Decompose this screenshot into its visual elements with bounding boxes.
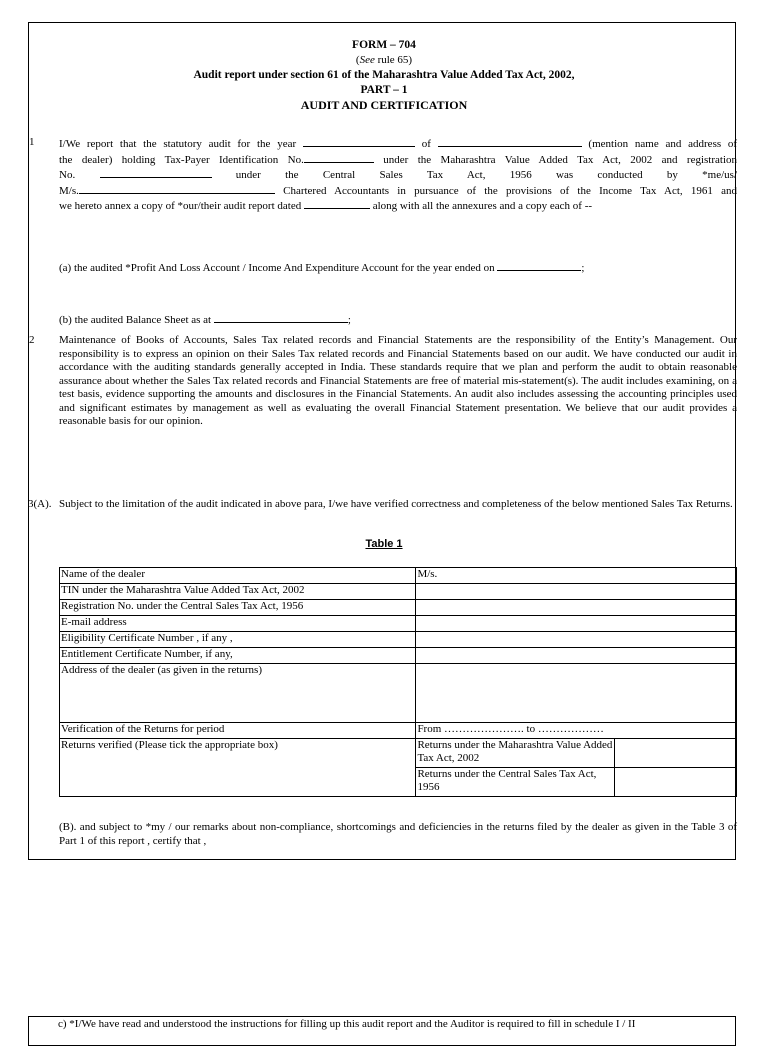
part-heading: PART – 1 [360,84,408,96]
auditor-firm-blank[interactable] [79,183,275,194]
form-number: FORM – 704 [352,39,416,51]
table-row [60,723,737,739]
para-2-number: 2 [29,334,35,346]
para-1-line-5: we hereto annex a copy of *our/their audit report dated along with all the annexures and a copy each of -- [59,200,593,212]
item-b: (b) the audited Balance Sheet as at ; [59,314,351,326]
row-label: Returns verified (Please tick the appropriate box) [60,739,416,797]
form-header [0,38,768,113]
table-row [60,600,737,616]
row-label: Entitlement Certificate Number, if any, [60,648,416,664]
row-value[interactable] [416,648,737,664]
returns-cst-label: Returns under the Central Sales Tax Act, 1956 [416,768,615,797]
table-row [60,616,737,632]
table-row [60,739,737,768]
para-1 [59,136,737,214]
table-1 [59,567,737,797]
row-value[interactable] [416,584,737,600]
balance-sheet-date-blank[interactable] [214,312,348,323]
report-date-blank[interactable] [304,198,370,209]
year-blank[interactable] [303,136,415,147]
para-1-line-1: I/We report that the statutory audit for the year of (mention name and address of [59,138,738,150]
para-1-line-2: the dealer) holding Tax-Payer Identification No. under the Maharashtra Value Added Tax Act, 2002 and registration [59,153,737,166]
para-3a-text: Subject to the limitation of the audit indicated in above para, I/we have verified correctness and completeness of the below mentioned Sales Tax Returns. [59,498,733,510]
tin-blank[interactable] [304,152,374,163]
para-3a-number: 3(A). [28,498,52,510]
row-label: Address of the dealer (as given in the returns) [60,664,416,723]
para-2-text: Maintenance of Books of Accounts, Sales Tax related records and Financial Statements are the responsibility of the Entity’s Management. Our responsibility is to express an opinion on their Sales Tax related records and Financial Statements based on our audit. We have conducted our audit in accordance with the auditing standards generally accepted in India. These standards require that we plan and perform the audit to obtain reasonable assurance about whether the Sales Tax related records and Financial Statements are free of material mis-statement(s). The audit includes examining, on a test basis, evidence supporting the amounts and disclosures in the Financial Statements. An audit also includes assessing the accounting principles used and significant estimates by management as well as evaluating the overall Financial Statement presentation. We believe that our audit provides a reasonable basis for our opinion. [59,334,737,427]
registration-no-blank[interactable] [100,167,212,178]
para-3b-text: (B). and subject to *my / our remarks about non-compliance, shortcomings and deficiencies in the returns filed by the dealer as given in the Table 3 of Part 1 of this report , certify that , [59,821,737,847]
rule-reference: (See rule 65) [355,54,413,66]
para-1-number: 1 [29,136,35,148]
next-page-partial-text: c) *I/We have read and understood the instructions for filling up this audit report and the Auditor is required to fill in schedule I / II [58,1018,636,1030]
table-row [60,648,737,664]
returns-mvat-label: Returns under the Maharashtra Value Added Tax Act, 2002 [416,739,615,768]
row-value[interactable] [416,664,737,723]
table-row [60,584,737,600]
year-ended-blank[interactable] [497,260,581,271]
item-a: (a) the audited *Profit And Loss Account / Income And Expenditure Account for the year ended on ; [59,262,585,274]
para-1-line-3: No. under the Central Sales Tax Act, 1956 was conducted by *me/us/ [59,169,738,181]
table-row [60,568,737,584]
row-label: Registration No. under the Central Sales Tax Act, 1956 [60,600,416,616]
row-value[interactable] [416,616,737,632]
table-row [60,632,737,648]
row-value[interactable]: M/s. [416,568,737,584]
row-value[interactable] [416,600,737,616]
period-value[interactable]: From …………………. to ……………… [416,723,737,739]
row-label: TIN under the Maharashtra Value Added Tax Act, 2002 [60,584,416,600]
table-1-title: Table 1 [365,538,403,550]
dealer-name-blank[interactable] [438,136,582,147]
para-1-line-4: M/s. Chartered Accountants in pursuance of the provisions of the Income Tax Act, 1961 and [59,184,737,197]
row-label: E-mail address [60,616,416,632]
row-label: Verification of the Returns for period [60,723,416,739]
form-title: Audit report under section 61 of the Maharashtra Value Added Tax Act, 2002, [193,69,575,81]
row-label: Eligibility Certificate Number , if any , [60,632,416,648]
row-value[interactable] [416,632,737,648]
row-label: Name of the dealer [60,568,416,584]
table-row [60,664,737,723]
returns-mvat-checkbox[interactable] [615,739,737,768]
section-heading: AUDIT AND CERTIFICATION [300,98,468,112]
returns-cst-checkbox[interactable] [615,768,737,797]
